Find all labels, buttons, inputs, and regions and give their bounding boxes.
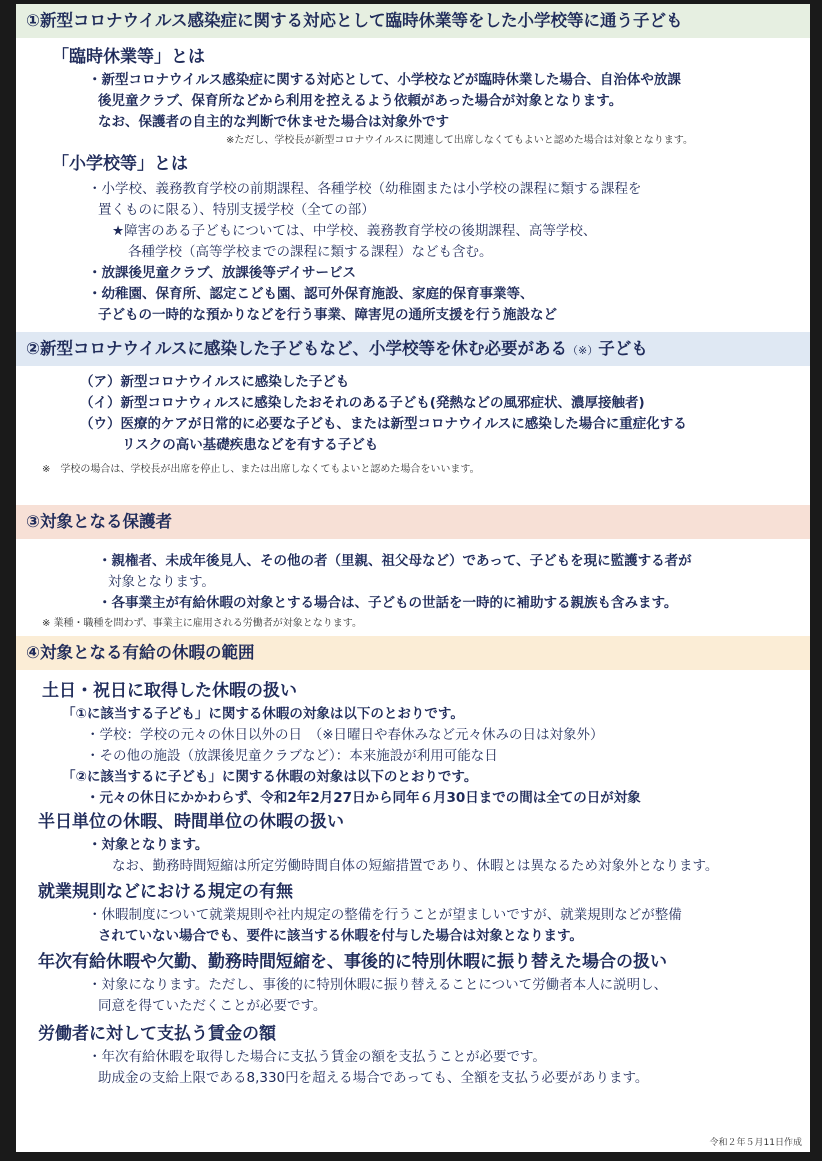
section-4-line: なお、勤務時間短縮は所定労働時間自体の短縮措置であり、休暇とは異なるため対象外となります。: [112, 858, 719, 874]
document-page: [16, 4, 810, 1152]
section-3-line: ・各事業主が有給休暇の対象とする場合は、子どもの世話を一時的に補助する親族も含みます。: [98, 595, 678, 611]
section-1-note: ※ただし、学校長が新型コロナウイルスに関連して出席しなくてもよいと認めた場合は対象となります。: [226, 135, 693, 146]
section-4-line: 同意を得ていただくことが必要です。: [98, 998, 327, 1014]
section-3-note: ※ 業種・職種を問わず、事業主に雇用される労働者が対象となります。: [42, 618, 362, 629]
section-4-topic-half-day: 半日単位の休暇、時間単位の休暇の扱い: [38, 812, 344, 832]
section-4-line: ・対象になります。ただし、事後的に特別休暇に振り替えることについて労働者本人に説明し、: [88, 977, 668, 993]
section-4-line: 助成金の支給上限である8,330円を超える場合であっても、全額を支払う必要があります。: [98, 1070, 649, 1086]
section-1-line: 各種学校（高等学校までの課程に類する課程）なども含む。: [128, 244, 493, 260]
section-4-line: されていない場合でも、要件に該当する休暇を付与した場合は対象となります。: [98, 928, 583, 944]
section-4-line: ・学校：学校の元々の休日以外の日 （※日曜日や春休みなど元々休みの日は対象外）: [86, 727, 604, 743]
section-1-line: ★障害のある子どもについては、中学校、義務教育学校の後期課程、高等学校、: [112, 223, 597, 239]
section-2-item-u-cont: リスクの高い基礎疾患などを有する子ども: [122, 437, 379, 453]
section-1-line: 子どもの一時的な預かりなどを行う事業、障害児の通所支援を行う施設など: [98, 307, 557, 323]
section-4-topic-conversion: 年次有給休暇や欠勤、勤務時間短縮を、事後的に特別休暇に振り替えた場合の扱い: [38, 952, 667, 972]
section-4-topic-rules: 就業規則などにおける規定の有無: [38, 882, 293, 902]
section-1-header: ①新型コロナウイルス感染症に関する対応として臨時休業等をした小学校等に通う子ども: [16, 4, 810, 38]
section-2-header: [16, 332, 810, 366]
section-4-line: ・その他の施設（放課後児童クラブなど）：本来施設が利用可能な日: [86, 748, 498, 764]
section-4-line: 「②に該当するに子ども」に関する休暇の対象は以下のとおりです。: [62, 769, 478, 785]
section-1-line: ・新型コロナウイルス感染症に関する対応として、小学校などが臨時休業した場合、自治体や放課: [88, 72, 681, 88]
section-4-line: ・休暇制度について就業規則や社内規定の整備を行うことが望ましいですが、就業規則などが整備: [88, 907, 682, 923]
section-1-line: ・幼稚園、保育所、認定こども園、認可外保育施設、家庭的保育事業等、: [88, 286, 534, 302]
section-3-line: ・親権者、未成年後見人、その他の者（里親、祖父母など）であって、子どもを現に監護する者が: [98, 553, 692, 569]
section-4-line: ・元々の休日にかかわらず、令和2年2月27日から同年６月30日までの間は全ての日が対象: [86, 790, 641, 806]
section-2-header-text-end: 子ども: [598, 339, 648, 358]
section-2-header-text: ②新型コロナウイルスに感染した子どもなど、小学校等を休む必要がある: [26, 339, 567, 358]
section-3-line: 対象となります。: [108, 574, 215, 590]
section-4-topic-weekend: 土日・祝日に取得した休暇の扱い: [42, 681, 297, 701]
section-3-header: ③対象となる保護者: [16, 505, 810, 539]
creation-date: 令和２年５月11日作成: [709, 1138, 802, 1148]
section-1-line: 後児童クラブ、保育所などから利用を控えるよう依頼があった場合が対象となります。: [98, 93, 623, 109]
section-2-item-a: （ア）新型コロナウイルスに感染した子ども: [80, 374, 350, 390]
section-1-line: ・小学校、義務教育学校の前期課程、各種学校（幼稚園または小学校の課程に類する課程を: [88, 181, 642, 197]
section-1-line: ・放課後児童クラブ、放課後等デイサービス: [88, 265, 356, 281]
section-1-subheading-closure: 「臨時休業等」とは: [52, 47, 205, 67]
section-2-item-u: （ウ）医療的ケアが日常的に必要な子ども、または新型コロナウイルスに感染した場合に重症化する: [80, 416, 687, 432]
section-1-subheading-schools: 「小学校等」とは: [52, 154, 188, 174]
section-4-topic-wages: 労働者に対して支払う賃金の額: [38, 1024, 276, 1044]
section-4-line: ・年次有給休暇を取得した場合に支払う賃金の額を支払うことが必要です。: [88, 1049, 546, 1065]
section-4-line: ・対象となります。: [88, 837, 209, 853]
section-2-item-i: （イ）新型コロナウィルスに感染したおそれのある子ども(発熱などの風邪症状、濃厚接触者): [80, 395, 645, 411]
section-1-line: 置くものに限る）、特別支援学校（全ての部）: [98, 202, 375, 218]
section-4-header: ④対象となる有給の休暇の範囲: [16, 636, 810, 670]
section-2-header-note: （※）: [566, 344, 599, 357]
section-1-line: なお、保護者の自主的な判断で休ませた場合は対象外です: [98, 114, 449, 130]
section-4-line: 「①に該当する子ども」に関する休暇の対象は以下のとおりです。: [62, 706, 464, 722]
section-2-note: ※ 学校の場合は、学校長が出席を停止し、または出席しなくてもよいと認めた場合をいいます。: [42, 464, 480, 475]
